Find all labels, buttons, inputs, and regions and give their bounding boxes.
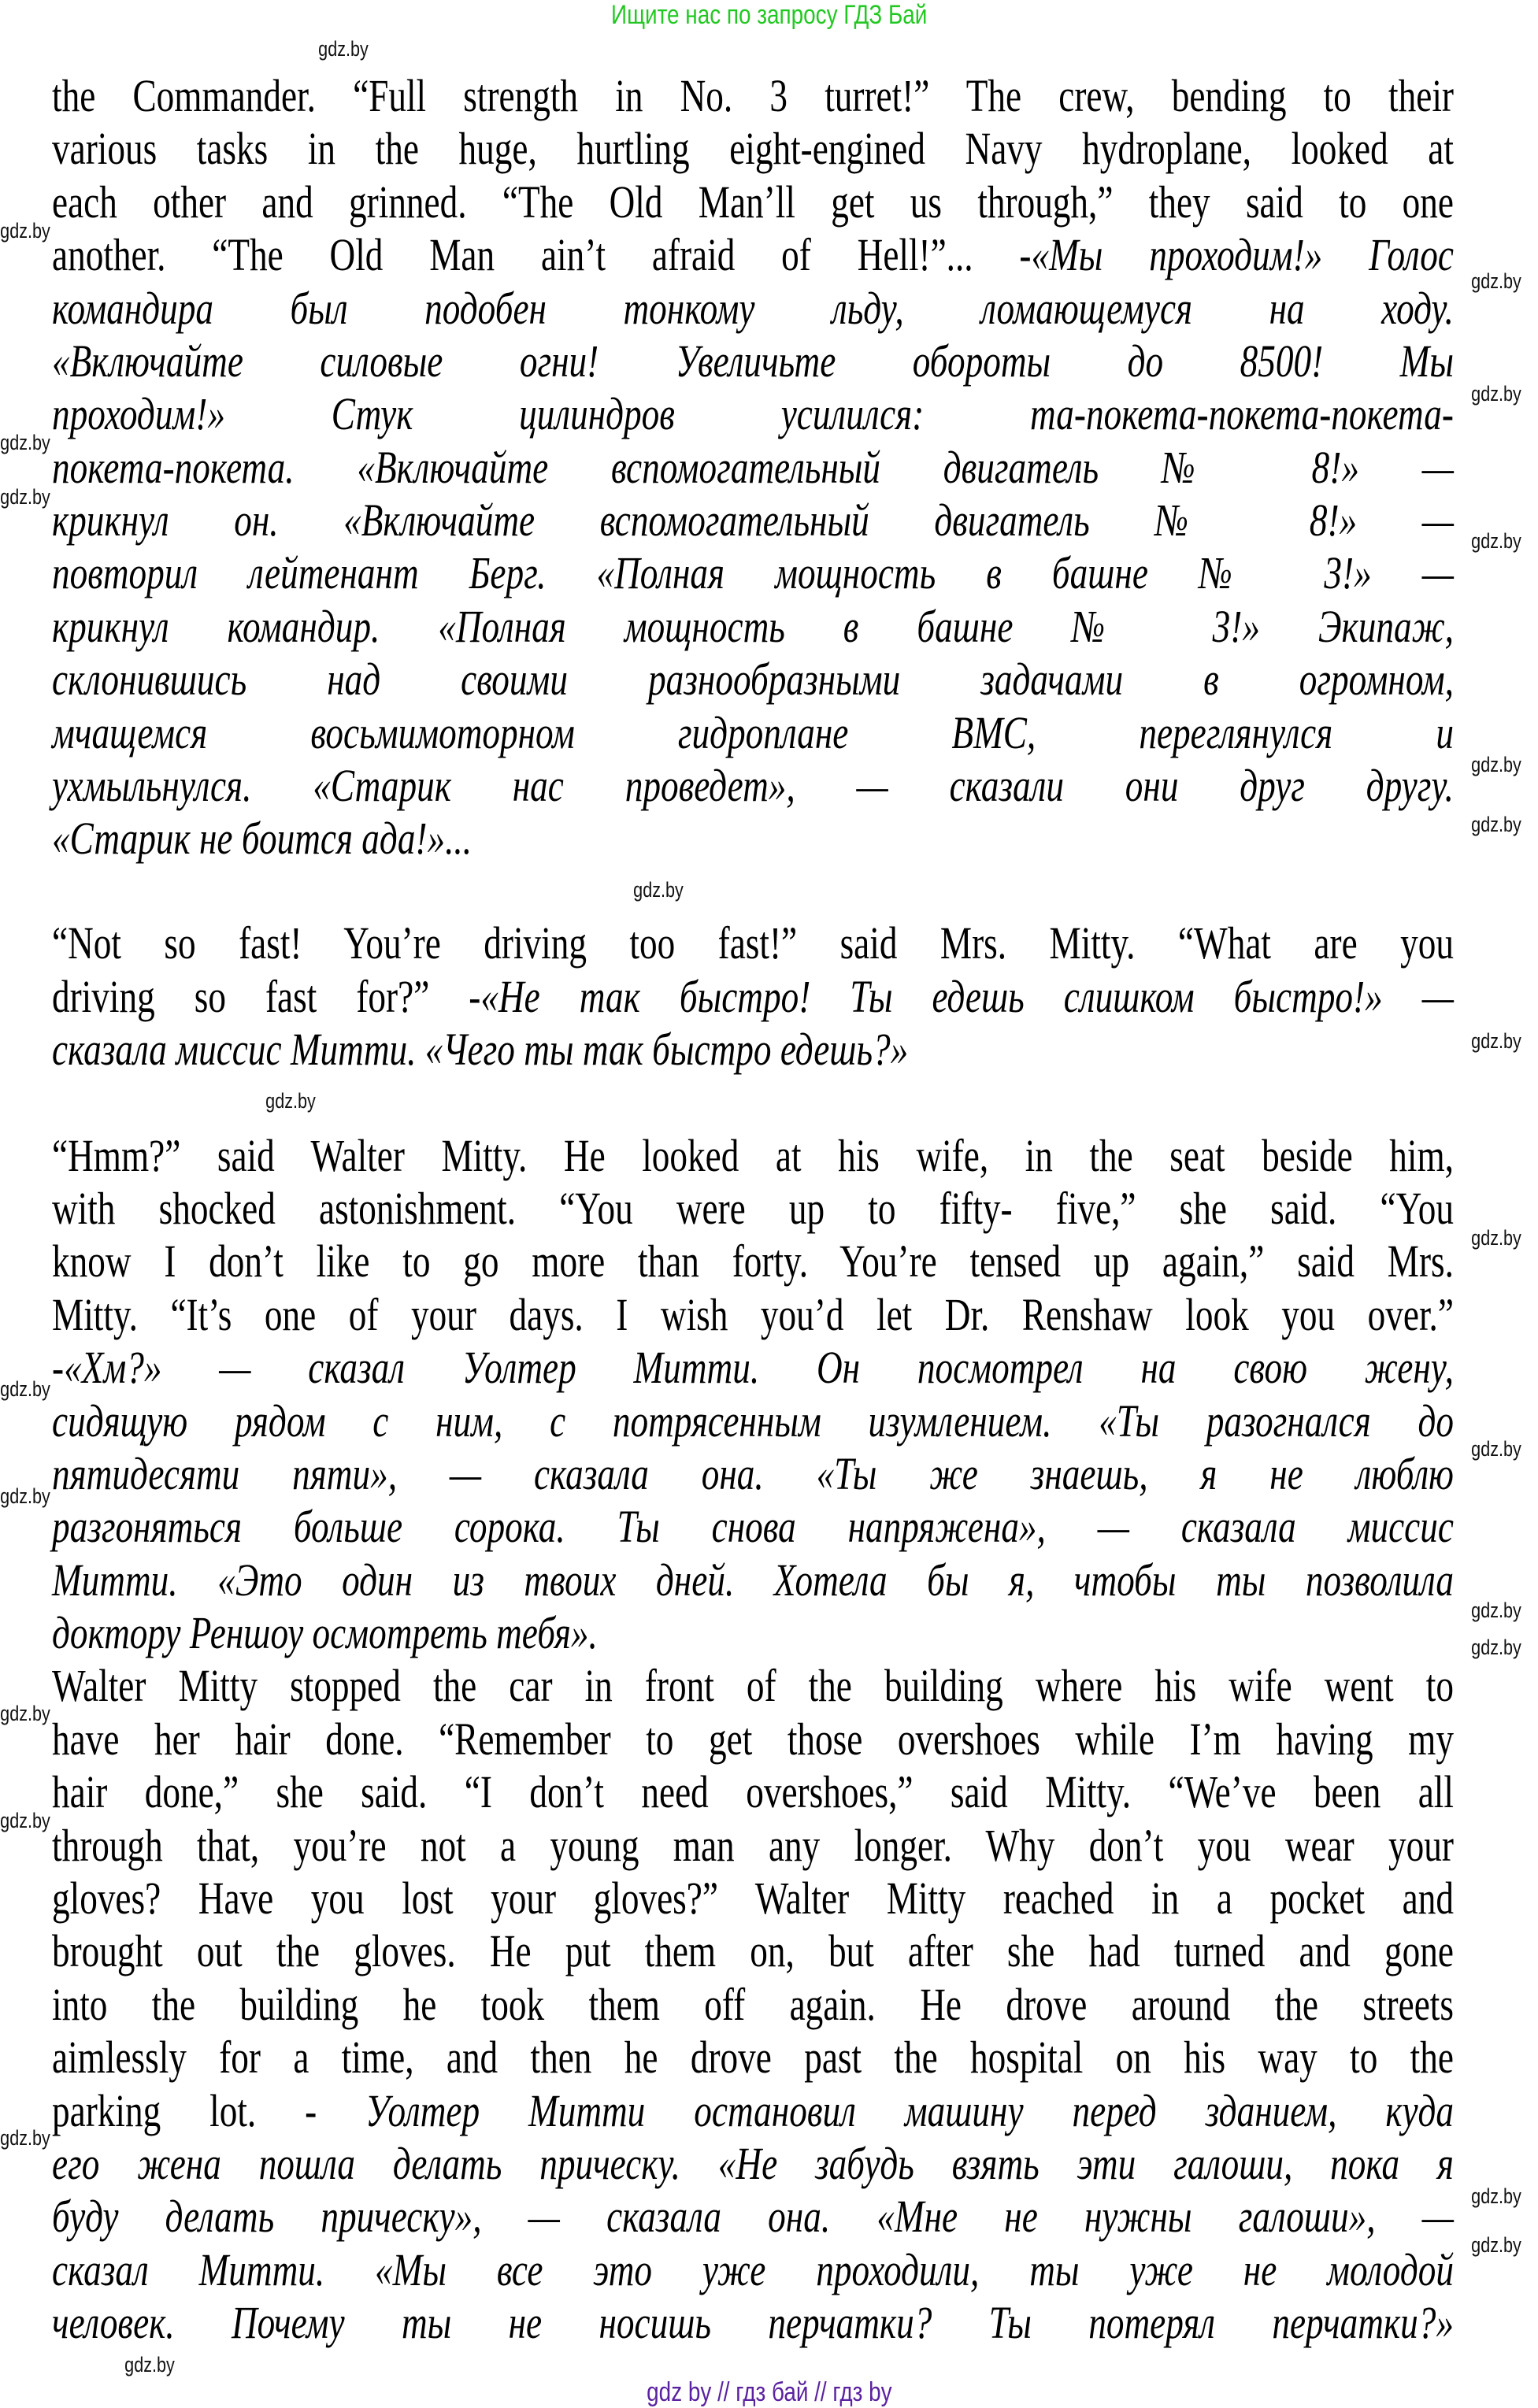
text-line [52, 282, 1454, 335]
text-line [52, 1288, 1454, 1341]
english-text: various tasks in the huge, hurtling eight-engined Navy hydroplane, looked at [52, 123, 1454, 175]
watermark-text: gdz.by [0, 2126, 50, 2150]
text-line [52, 1659, 1454, 1712]
russian-translation-text: доктору Реншоу осмотреть тебя». [52, 1607, 598, 1659]
text-line [52, 1182, 1454, 1235]
russian-translation-text: «Старик не боится ада!»... [52, 813, 473, 865]
watermark-text: gdz.by [1471, 1636, 1521, 1659]
text-line [52, 1023, 1454, 1076]
search-banner [0, 0, 1538, 30]
watermark-text: gdz.by [0, 219, 50, 243]
text-line [52, 706, 1454, 759]
watermark-text: gdz.by [1471, 529, 1521, 553]
english-text: with shocked astonishment. “You were up to fifty- five,” she said. “You [52, 1183, 1454, 1235]
search-banner-text: Ищите нас по запросу ГДЗ Бай [610, 0, 928, 30]
text-line [52, 1447, 1454, 1500]
watermark-text: gdz.by [0, 1702, 50, 1725]
watermark-text: gdz.by [0, 1377, 50, 1401]
russian-translation-text: Уолтер Митти остановил машину перед зданием, куда [365, 2084, 1454, 2136]
english-text: gloves? Have you lost your gloves?” Walter Mitty reached in a pocket and [52, 1873, 1454, 1924]
english-text: driving so fast for?” - [52, 970, 481, 1022]
russian-translation-text: сказал Митти. «Мы все это уже проходили, ты уже не молодой [52, 2243, 1454, 2295]
watermark-text: gdz.by [0, 431, 50, 454]
text-line [52, 1395, 1454, 1447]
english-text: hair done,” she said. “I don’t need overshoes,” said Mitty. “We’ve been all [52, 1766, 1454, 1818]
watermark-text: gdz.by [1471, 1226, 1521, 1250]
text-line [52, 759, 1454, 812]
text-line [52, 546, 1454, 599]
russian-translation-text: «Хм?» — сказал Уолтер Митти. Он посмотрел на свою жену, [64, 1342, 1454, 1394]
russian-translation-text: «Включайте силовые огни! Увеличьте обороты до 8500! Мы [52, 335, 1454, 387]
text-line [52, 122, 1454, 175]
watermark-text: gdz.by [1471, 269, 1521, 293]
watermark-text: gdz.by [318, 37, 369, 61]
russian-translation-text: крикнул он. «Включайте вспомогательный двигатель № 8!» — [52, 495, 1454, 546]
russian-translation-text: сидящую рядом с ним, с потрясенным изумлением. «Ты разогнался до [52, 1395, 1454, 1447]
watermark-text: gdz.by [633, 878, 684, 902]
russian-translation-text: проходим!» Стук цилиндров усилился: та-покета-покета-покета- [52, 388, 1454, 440]
english-text: parking lot. - [52, 2084, 366, 2136]
russian-translation-text: «Мы проходим!» Голос [1031, 229, 1454, 281]
russian-translation-text: «Не так быстро! Ты едешь слишком быстро!» — [480, 970, 1454, 1022]
text-line [52, 653, 1454, 706]
watermark-text: gdz.by [1471, 753, 1521, 776]
russian-translation-text: его жена пошла делать прическу. «Не забудь взять эти галоши, пока я [52, 2137, 1454, 2189]
english-text: Walter Mitty stopped the car in front of the building where his wife went to [52, 1660, 1454, 1712]
text-line [52, 970, 1454, 1023]
watermark-text: gdz.by [265, 1089, 316, 1113]
text-line [52, 1819, 1454, 1872]
text-line [52, 176, 1454, 228]
english-text: another. “The Old Man ain’t afraid of Hell!”... - [52, 229, 1032, 281]
text-line [52, 2243, 1454, 2296]
text-line [52, 69, 1454, 122]
english-text: aimlessly for a time, and then he drove past the hospital on his way to the [52, 2032, 1454, 2084]
english-text: each other and grinned. “The Old Man’ll get us through,” they said to one [52, 176, 1454, 228]
watermark-text: gdz.by [1471, 382, 1521, 406]
text-line [52, 1978, 1454, 2031]
text-line [52, 1500, 1454, 1553]
text-line [52, 2031, 1454, 2084]
english-text: have her hair done. “Remember to get those overshoes while I’m having my [52, 1713, 1454, 1765]
russian-translation-text: буду делать прическу», — сказала она. «Мне не нужны галоши», — [52, 2191, 1454, 2243]
text-line [52, 1925, 1454, 1977]
text-line [52, 600, 1454, 653]
russian-translation-text: мчащемся восьмимоторном гидроплане ВМС, переглянулся и [52, 706, 1454, 758]
english-text: brought out the gloves. He put them on, but after she had turned and gone [52, 1925, 1454, 1977]
russian-translation-text: повторил лейтенант Берг. «Полная мощность в башне № 3!» — [52, 547, 1454, 599]
text-line [52, 2137, 1454, 2190]
russian-translation-text: пятидесяти пяти», — сказала она. «Ты же знаешь, я не люблю [52, 1447, 1454, 1499]
text-line [52, 2296, 1454, 2349]
text-line [52, 2190, 1454, 2243]
text-line [52, 1341, 1454, 1394]
text-line [52, 1713, 1454, 1765]
watermark-text: gdz.by [1471, 2233, 1521, 2257]
text-line [52, 441, 1454, 494]
russian-translation-text: ухмыльнулся. «Старик нас проведет», — сказали они друг другу. [52, 760, 1454, 811]
russian-translation-text: командира был подобен тонкому льду, ломающемуся на ходу. [52, 282, 1454, 334]
english-text: the Commander. “Full strength in No. 3 turret!” The crew, bending to their [52, 70, 1454, 122]
text-line [52, 494, 1454, 546]
text-line [52, 1765, 1454, 1818]
russian-translation-text: человек. Почему ты не носишь перчатки? Ты потерял перчатки?» [52, 2297, 1454, 2349]
text-line [52, 387, 1454, 440]
russian-translation-text: крикнул командир. «Полная мощность в башне № 3!» Экипаж, [52, 600, 1454, 652]
watermark-text: gdz.by [0, 1484, 50, 1508]
watermark-text: gdz.by [1471, 813, 1521, 836]
english-text: through that, you’re not a young man any longer. Why don’t you wear your [52, 1819, 1454, 1871]
english-text: “Not so fast! You’re driving too fast!” said Mrs. Mitty. “What are you [52, 917, 1454, 969]
english-text: - [52, 1342, 65, 1394]
english-text: “Hmm?” said Walter Mitty. He looked at his wife, in the seat beside him, [52, 1129, 1454, 1181]
watermark-text: gdz.by [1471, 1599, 1521, 1622]
watermark-text: gdz.by [0, 485, 50, 509]
text-line [52, 1554, 1454, 1606]
text-line [52, 1129, 1454, 1182]
english-text: know I don’t like to go more than forty. You’re tensed up again,” said Mrs. [52, 1235, 1454, 1287]
russian-translation-text: Митти. «Это один из твоих дней. Хотела бы я, чтобы ты позволила [52, 1554, 1454, 1606]
watermark-text: gdz.by [0, 1809, 50, 1832]
watermark-text: gdz.by [1471, 2184, 1521, 2208]
text-line [52, 335, 1454, 387]
text-line [52, 1606, 1454, 1659]
text-line [52, 228, 1454, 281]
watermark-text: gdz.by [1471, 1029, 1521, 1053]
text-line [52, 1235, 1454, 1287]
footer-text[interactable]: gdz by // гдз бай // гдз by [646, 2377, 892, 2407]
text-line [52, 812, 1454, 865]
english-text: into the building he took them off again. He drove around the streets [52, 1978, 1454, 2030]
text-line [52, 2084, 1454, 2137]
watermark-text: gdz.by [1471, 1437, 1521, 1461]
russian-translation-text: склонившись над своими разнообразными задачами в огромном, [52, 654, 1454, 706]
footer-links[interactable] [0, 2377, 1538, 2408]
watermark-text: gdz.by [124, 2353, 175, 2377]
english-text: Mitty. “It’s one of your days. I wish you’d let Dr. Renshaw look you over.” [52, 1288, 1454, 1340]
russian-translation-text: сказала миссис Митти. «Чего ты так быстро едешь?» [52, 1023, 909, 1075]
text-line [52, 917, 1454, 969]
text-line [52, 1872, 1454, 1925]
russian-translation-text: разгоняться больше сорока. Ты снова напряжена», — сказала миссис [52, 1501, 1454, 1553]
russian-translation-text: покета-покета. «Включайте вспомогательный двигатель № 8!» — [52, 441, 1454, 493]
